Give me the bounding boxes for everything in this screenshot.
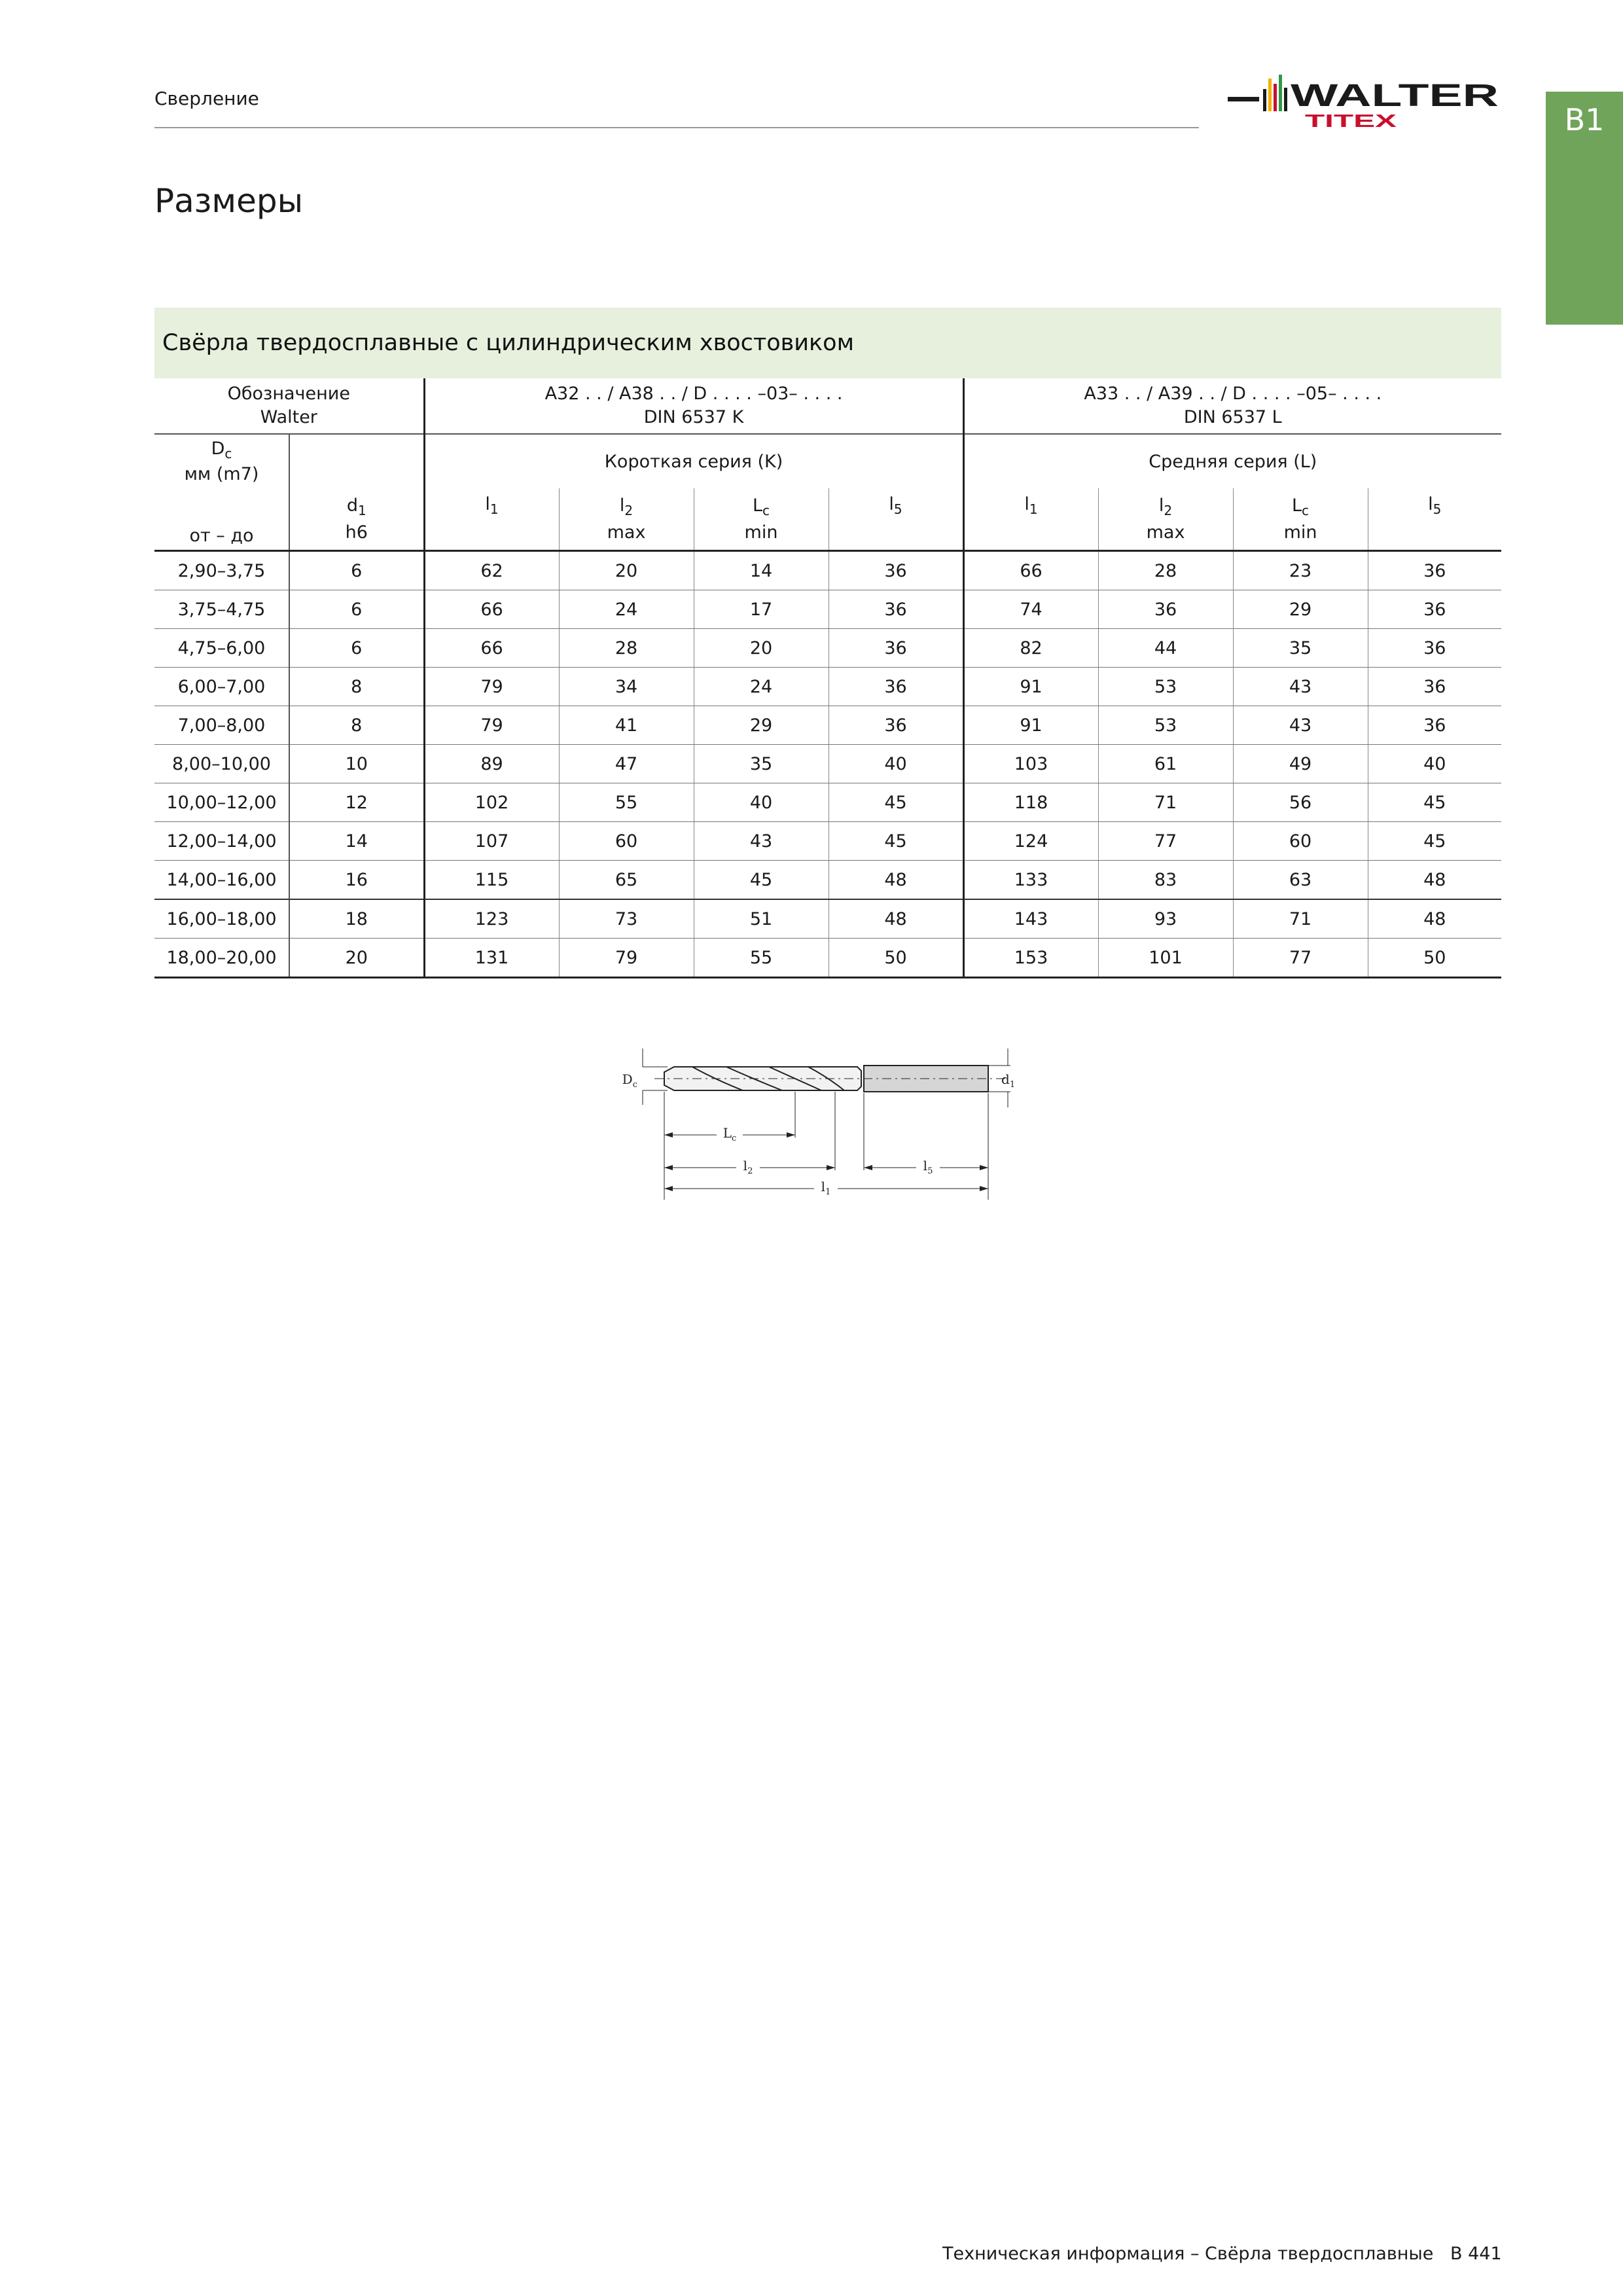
l-lc-cell: 43: [1233, 706, 1368, 745]
table-body: [154, 551, 1501, 978]
dc-range-cell: 10,00–12,00: [154, 783, 289, 822]
k-l1-cell: 107: [424, 822, 559, 861]
k-l2-cell: 73: [559, 899, 694, 939]
dc-sub: c: [224, 445, 232, 461]
logo-titex-text: TITEX: [1305, 111, 1397, 131]
dimensions-table: [154, 378, 1501, 978]
l-l5-cell: 36: [1368, 590, 1501, 629]
l-lc-cell: 71: [1233, 899, 1368, 939]
k-l5-cell: 40: [829, 745, 963, 783]
l-l2-cell: 83: [1098, 861, 1233, 900]
l-lc-cell: 29: [1233, 590, 1368, 629]
l-lc-cell: 35: [1233, 629, 1368, 668]
l-l1-cell: 143: [963, 899, 1098, 939]
l-lc-cell: 60: [1233, 822, 1368, 861]
k-l2-cell: 60: [559, 822, 694, 861]
dc-range-cell: 16,00–18,00: [154, 899, 289, 939]
k-l5-cell: 36: [829, 551, 963, 590]
designation-brand: Walter: [260, 407, 317, 427]
l2-label: $l_2$: [743, 1158, 753, 1176]
footer-text: Техническая информация – Свёрла твердосплавные: [942, 2244, 1434, 2264]
l-l2-cell: 71: [1098, 783, 1233, 822]
page-number: B 441: [1450, 2244, 1502, 2264]
k-l5-symbol: l: [889, 494, 894, 514]
l-l5-cell: 36: [1368, 668, 1501, 706]
page-title: Размеры: [154, 182, 304, 220]
d1-cell: 10: [289, 745, 424, 783]
k-l1-cell: 131: [424, 939, 559, 978]
d1-symbol: d: [346, 495, 358, 516]
k-l5-cell: 45: [829, 822, 963, 861]
k-l5-cell: 48: [829, 861, 963, 900]
group-k-din: DIN 6537 K: [643, 407, 744, 427]
dc-range-cell: 14,00–16,00: [154, 861, 289, 900]
k-lc-cell: 51: [694, 899, 829, 939]
k-l1-cell: 123: [424, 899, 559, 939]
k-lc-cell: 43: [694, 822, 829, 861]
k-lc-cell: 29: [694, 706, 829, 745]
l-l2-cell: 77: [1098, 822, 1233, 861]
k-lc-cell: 17: [694, 590, 829, 629]
l-l1-cell: 82: [963, 629, 1098, 668]
k-l1-cell: 79: [424, 668, 559, 706]
range-label-cell: [154, 488, 289, 551]
header-row-designation: [154, 378, 1501, 434]
logo-bar-3: [1274, 84, 1277, 111]
l-l2-note: max: [1146, 522, 1185, 543]
group-l-din: DIN 6537 L: [1183, 407, 1282, 427]
logo-bar-1: [1263, 89, 1266, 111]
k-l5-cell: 45: [829, 783, 963, 822]
k-l5-sub: 5: [893, 501, 902, 517]
k-l1-sub: 1: [490, 501, 499, 517]
k-l5-cell: 48: [829, 899, 963, 939]
l-l1-cell: 66: [963, 551, 1098, 590]
table-row: [154, 783, 1501, 822]
logo-walter-text: WALTER: [1291, 79, 1499, 113]
k-lc-cell: 14: [694, 551, 829, 590]
l-l2-cell: 53: [1098, 668, 1233, 706]
l-l1-cell: 103: [963, 745, 1098, 783]
l-l2-symbol: l: [1158, 495, 1164, 516]
l-l2-cell: 44: [1098, 629, 1233, 668]
table-row: [154, 629, 1501, 668]
k-lc-symbol: L: [752, 495, 763, 516]
l-l1-cell: 133: [963, 861, 1098, 900]
l-l1-cell: 118: [963, 783, 1098, 822]
series-l-label: Средняя серия (L): [963, 434, 1501, 488]
k-l2-sub: 2: [624, 502, 633, 518]
d1-label: $d_1$: [1001, 1071, 1016, 1090]
k-lc-cell: 55: [694, 939, 829, 978]
k-lc-cell: 24: [694, 668, 829, 706]
dc-range-cell: 6,00–7,00: [154, 668, 289, 706]
l-l5-cell: 45: [1368, 783, 1501, 822]
k-l5-cell: 36: [829, 629, 963, 668]
l-l5-cell: 36: [1368, 629, 1501, 668]
logo-bar-4: [1279, 75, 1282, 111]
dc-unit: мм (m7): [184, 463, 259, 484]
k-l1-cell: 102: [424, 783, 559, 822]
l-l1-header: [963, 488, 1098, 551]
group-k-cell: [424, 378, 963, 434]
logo-bar-5: [1284, 88, 1287, 111]
lc-label: $L_c$: [722, 1125, 737, 1143]
l-l1-cell: 91: [963, 668, 1098, 706]
group-k-code: A32 . . / A38 . . / D . . . . –03– . . . .: [544, 384, 843, 404]
k-l5-header: [829, 488, 963, 551]
l-l1-symbol: l: [1024, 494, 1029, 514]
d1-cell: 12: [289, 783, 424, 822]
d1-sub: 1: [357, 502, 366, 518]
l-lc-cell: 49: [1233, 745, 1368, 783]
d1-cell: 8: [289, 668, 424, 706]
l-lc-cell: 77: [1233, 939, 1368, 978]
designation-label: Обозначение: [227, 384, 350, 404]
header-rule: [154, 127, 1199, 128]
dc-range-cell: 3,75–4,75: [154, 590, 289, 629]
l1-label: $l_1$: [821, 1179, 831, 1197]
k-l2-cell: 41: [559, 706, 694, 745]
l-l2-cell: 101: [1098, 939, 1233, 978]
k-l2-cell: 79: [559, 939, 694, 978]
group-l-code: A33 . . / A39 . . / D . . . . –05– . . . .: [1084, 384, 1382, 404]
l-l5-cell: 36: [1368, 706, 1501, 745]
group-l-cell: [963, 378, 1501, 434]
table-row: [154, 939, 1501, 978]
l5-label: $l_5$: [923, 1158, 933, 1176]
k-l2-cell: 47: [559, 745, 694, 783]
drill-diagram: [622, 1039, 1021, 1203]
k-l2-cell: 20: [559, 551, 694, 590]
l-l1-cell: 153: [963, 939, 1098, 978]
table-row: [154, 668, 1501, 706]
d1-header-blank: [289, 434, 424, 488]
l-lc-header: [1233, 488, 1368, 551]
l-l5-symbol: l: [1428, 494, 1433, 514]
series-k-label: Короткая серия (K): [424, 434, 963, 488]
table-row: [154, 899, 1501, 939]
logo-bar-2: [1268, 79, 1272, 111]
k-l2-note: max: [607, 522, 646, 543]
k-lc-cell: 35: [694, 745, 829, 783]
l-l1-cell: 124: [963, 822, 1098, 861]
walter-titex-logo: [1228, 59, 1503, 137]
k-l2-cell: 65: [559, 861, 694, 900]
dc-range-cell: 12,00–14,00: [154, 822, 289, 861]
l-l5-cell: 36: [1368, 551, 1501, 590]
d1-tolerance: h6: [345, 522, 368, 543]
d1-cell: 8: [289, 706, 424, 745]
k-lc-note: min: [744, 522, 778, 543]
l-l5-cell: 48: [1368, 861, 1501, 900]
k-l2-cell: 24: [559, 590, 694, 629]
d1-cell: 14: [289, 822, 424, 861]
l-lc-sub: c: [1302, 502, 1310, 518]
l-l5-cell: 45: [1368, 822, 1501, 861]
dc-range-cell: 4,75–6,00: [154, 629, 289, 668]
k-lc-cell: 45: [694, 861, 829, 900]
l-l1-cell: 91: [963, 706, 1098, 745]
dc-range-cell: 2,90–3,75: [154, 551, 289, 590]
designation-cell: [154, 378, 424, 434]
l-l5-cell: 50: [1368, 939, 1501, 978]
d1-cell: 6: [289, 590, 424, 629]
k-l1-cell: 115: [424, 861, 559, 900]
l-l2-cell: 61: [1098, 745, 1233, 783]
table-row: [154, 745, 1501, 783]
table-row: [154, 706, 1501, 745]
l-l2-cell: 36: [1098, 590, 1233, 629]
k-l5-cell: 36: [829, 668, 963, 706]
header-row-columns: [154, 488, 1501, 551]
k-l2-symbol: l: [619, 495, 625, 516]
l-lc-symbol: L: [1292, 495, 1302, 516]
l-lc-note: min: [1283, 522, 1317, 543]
table-row: [154, 551, 1501, 590]
l-l2-cell: 53: [1098, 706, 1233, 745]
l-l1-cell: 74: [963, 590, 1098, 629]
k-l1-cell: 79: [424, 706, 559, 745]
k-lc-cell: 40: [694, 783, 829, 822]
k-l5-cell: 36: [829, 706, 963, 745]
k-l5-cell: 36: [829, 590, 963, 629]
k-l1-header: [424, 488, 559, 551]
d1-cell: 18: [289, 899, 424, 939]
d1-col-header: [289, 488, 424, 551]
k-l2-header: [559, 488, 694, 551]
k-l2-cell: 34: [559, 668, 694, 706]
l-l5-header: [1368, 488, 1501, 551]
k-l1-cell: 62: [424, 551, 559, 590]
k-lc-cell: 20: [694, 629, 829, 668]
dc-label: $D_c$: [622, 1071, 637, 1090]
d1-cell: 6: [289, 551, 424, 590]
l-lc-cell: 56: [1233, 783, 1368, 822]
k-lc-header: [694, 488, 829, 551]
dc-range-cell: 7,00–8,00: [154, 706, 289, 745]
l-lc-cell: 63: [1233, 861, 1368, 900]
l-l2-cell: 28: [1098, 551, 1233, 590]
k-l1-cell: 66: [424, 629, 559, 668]
l-l1-sub: 1: [1029, 501, 1038, 517]
dc-symbol: D: [211, 438, 225, 459]
k-l1-cell: 66: [424, 590, 559, 629]
l-l5-sub: 5: [1433, 501, 1442, 517]
l-l5-cell: 48: [1368, 899, 1501, 939]
header-row-series: [154, 434, 1501, 488]
l-lc-cell: 23: [1233, 551, 1368, 590]
section-label: Сверление: [154, 88, 259, 109]
table-row: [154, 822, 1501, 861]
range-label: от – до: [189, 526, 254, 546]
l-l2-sub: 2: [1164, 502, 1173, 518]
chapter-tab[interactable]: B1: [1546, 92, 1623, 325]
section-heading: Свёрла твердосплавные с цилиндрическим хвостовиком: [154, 308, 1501, 378]
l-l2-cell: 93: [1098, 899, 1233, 939]
d1-cell: 6: [289, 629, 424, 668]
l-l2-header: [1098, 488, 1233, 551]
k-lc-sub: c: [762, 502, 770, 518]
d1-cell: 16: [289, 861, 424, 900]
k-l1-cell: 89: [424, 745, 559, 783]
l-lc-cell: 43: [1233, 668, 1368, 706]
l-l5-cell: 40: [1368, 745, 1501, 783]
dc-header-cell: [154, 434, 289, 488]
logo-dash-left: [1228, 97, 1259, 101]
dc-range-cell: 18,00–20,00: [154, 939, 289, 978]
d1-cell: 20: [289, 939, 424, 978]
table-row: [154, 590, 1501, 629]
k-l5-cell: 50: [829, 939, 963, 978]
table-row: [154, 861, 1501, 900]
dc-range-cell: 8,00–10,00: [154, 745, 289, 783]
k-l2-cell: 55: [559, 783, 694, 822]
k-l2-cell: 28: [559, 629, 694, 668]
k-l1-symbol: l: [485, 494, 490, 514]
